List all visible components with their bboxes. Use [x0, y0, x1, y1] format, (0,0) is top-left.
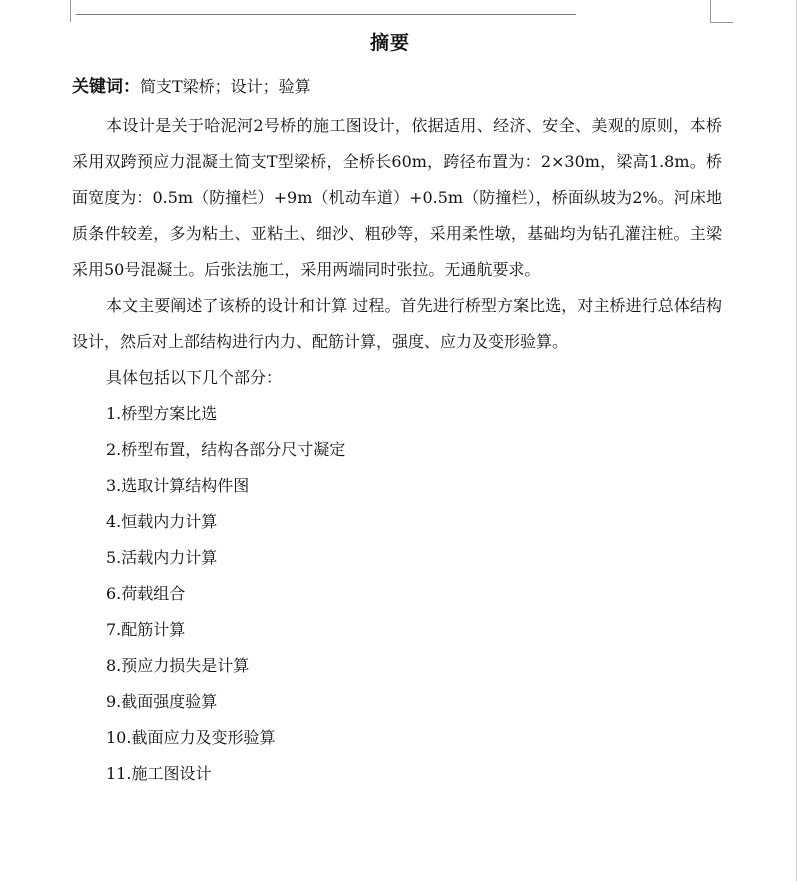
margin-mark-top-right: [710, 0, 733, 23]
list-item: 5.活载内力计算: [106, 548, 218, 567]
list-item: 7.配筋计算: [106, 620, 186, 639]
list-item: 8.预应力损失是计算: [106, 656, 250, 675]
list-item: 9.截面强度验算: [106, 692, 218, 711]
section-list: [72, 396, 722, 792]
list-item: 11.施工图设计: [106, 764, 212, 783]
list-item: 4.恒载内力计算: [106, 512, 218, 531]
abstract-paragraph: 本设计是关于哈泥河2号桥的施工图设计，依据适用、经济、安全、美观的原则，本桥采用双跨预应力混凝土简支T型梁桥，全桥长60m，跨径布置为：2×30m，梁高1.8m。桥面宽度为：0.5m（防撞栏）+9m（机动车道）+0.5m（防撞栏），桥面纵坡为2%。河床地质条件较差，多为粘土、亚粘土、细沙、粗砂等，采用柔性墩，基础均为钻孔灌注桩。主梁采用50号混凝土。后张法施工，采用两端同时张拉。无通航要求。: [72, 116, 722, 279]
list-item: 6.荷载组合: [106, 584, 186, 603]
page-title: 摘要: [369, 32, 410, 54]
keywords-value: 简支T梁桥；设计；验算: [140, 77, 311, 96]
keywords-label: 关键词：: [72, 77, 140, 97]
list-item: 10.截面应力及变形验算: [106, 728, 276, 747]
list-item: 3.选取计算结构件图: [106, 476, 250, 495]
page-edge: [796, 0, 797, 881]
keywords-line: [72, 72, 311, 97]
abstract-paragraph: 本文主要阐述了该桥的设计和计算 过程。首先进行桥型方案比选，对主桥进行总体结构设计，然后对上部结构进行内力、配筋计算，强度、应力及变形验算。: [72, 296, 722, 351]
margin-mark-top-left: [70, 0, 71, 22]
abstract-paragraph: 具体包括以下几个部分：: [106, 368, 283, 387]
list-item: 1.桥型方案比选: [106, 404, 218, 423]
header-rule: [76, 14, 576, 15]
list-item: 2.桥型布置，结构各部分尺寸凝定: [106, 440, 346, 459]
abstract-body: [72, 108, 722, 792]
